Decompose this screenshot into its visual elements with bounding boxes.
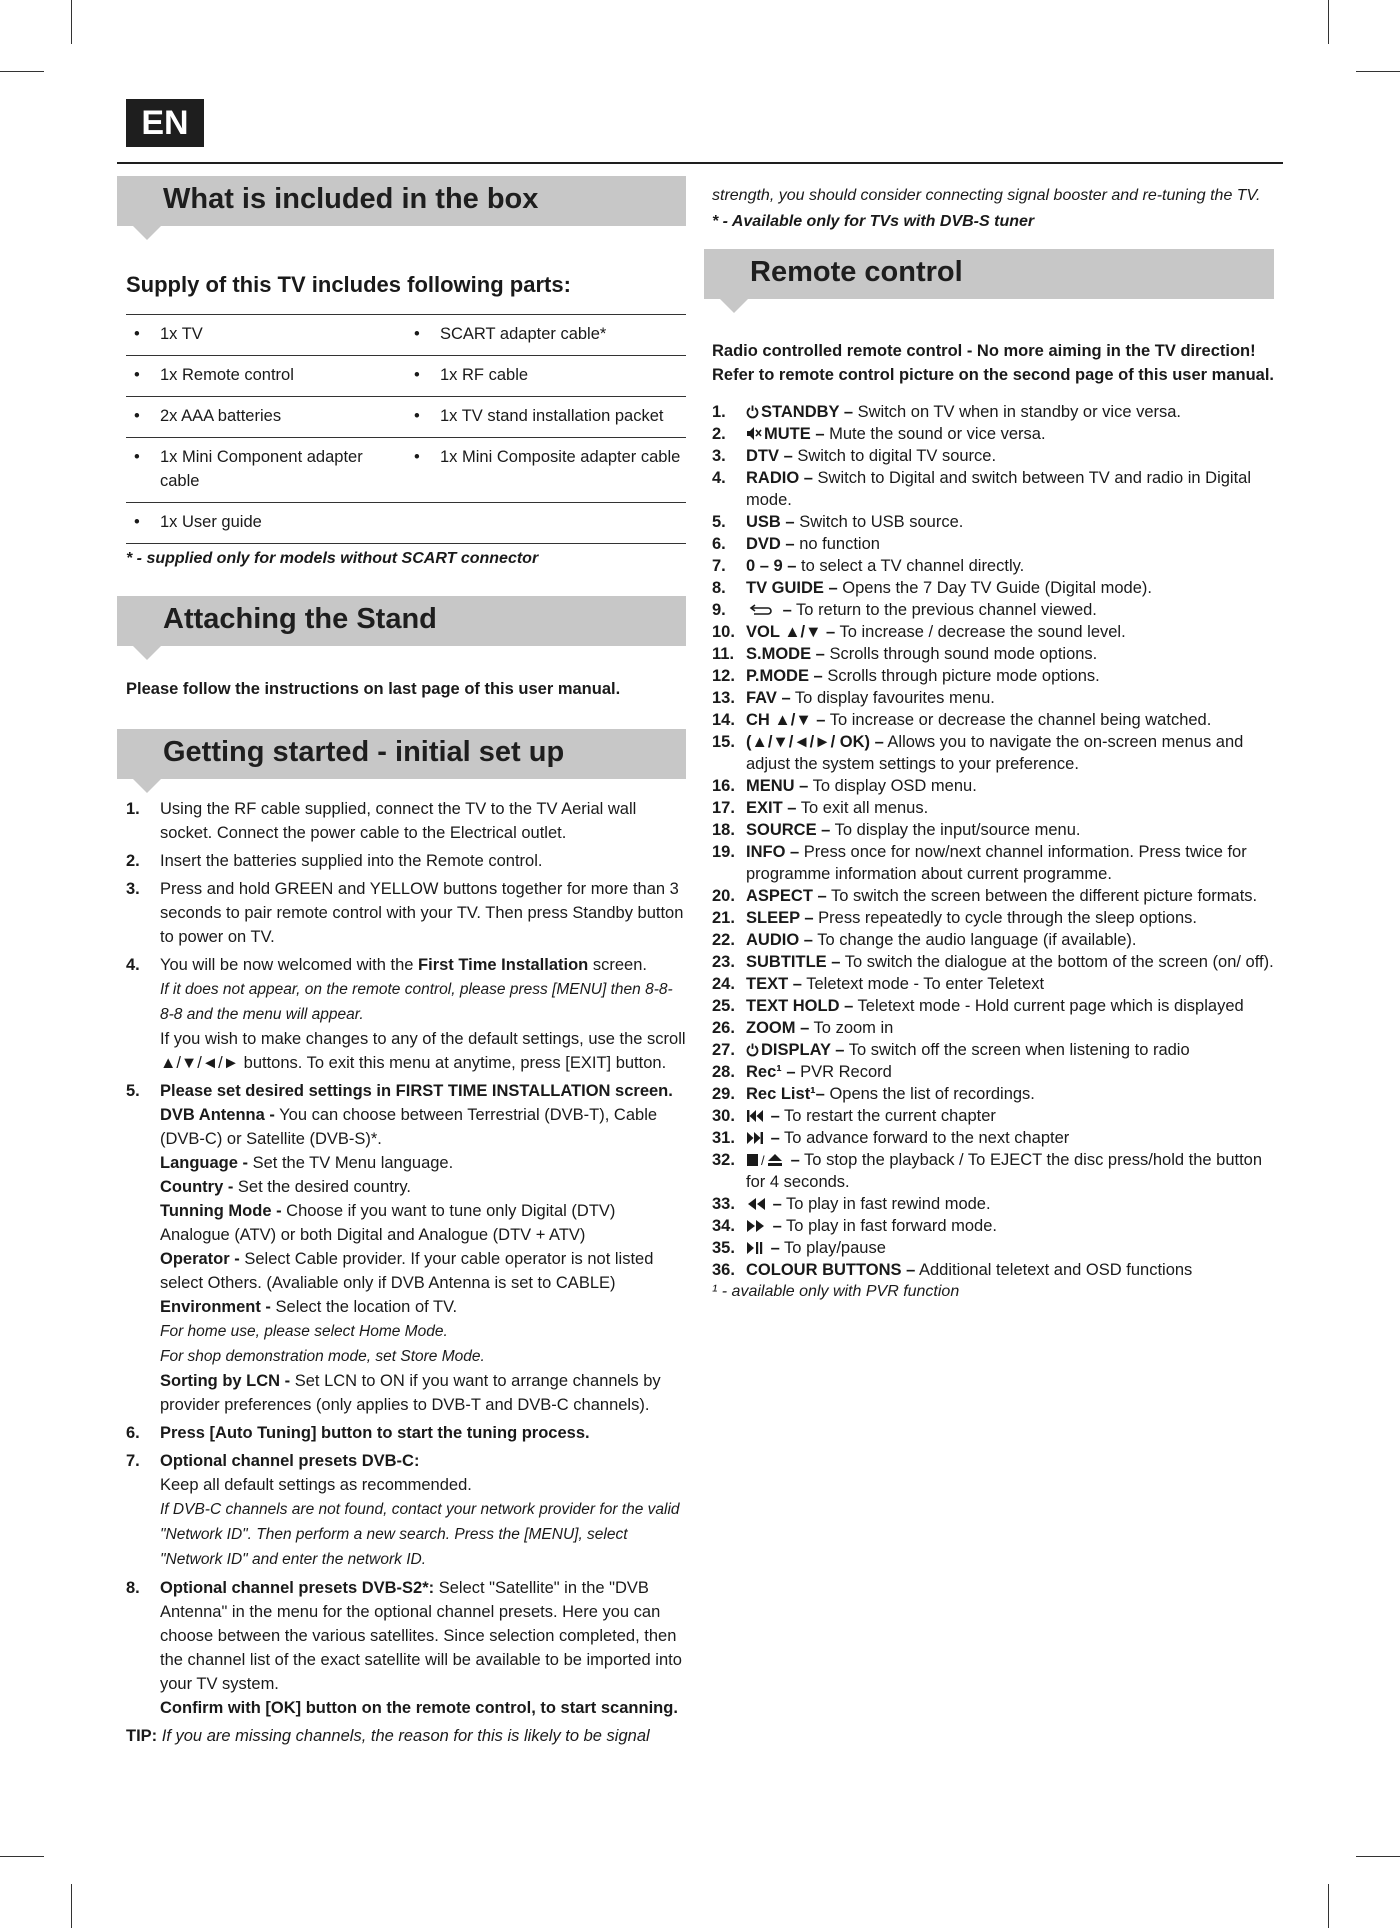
remote-button-item: 1. STANDBY – Switch on TV when in standby or vice versa. (712, 403, 1182, 421)
parts-cell: • 1x Mini Composite adapter cable (406, 437, 686, 502)
remote-button-item: 16. MENU – To display OSD menu. (712, 777, 977, 795)
crop-mark (1356, 1856, 1400, 1857)
remote-button-item: 5. USB – Switch to USB source. (712, 513, 964, 531)
setup-step: 7. Optional channel presets DVB-C: Keep all default settings as recommended. If DVB-C channels are not found, contact your network provider for the valid "Network ID". Then perform a new search. Press the [MENU], select "Network ID" and enter the network ID. (126, 1451, 680, 1568)
left-column (117, 176, 686, 1748)
parts-cell: • 1x TV (126, 315, 406, 356)
remote-button-item: 4. RADIO – Switch to Digital and switch between TV and radio in Digital mode. (712, 469, 1252, 509)
setup-step: 8. Optional channel presets DVB-S2*: Select "Satellite" in the "DVB Antenna" in the menu for the optional channel presets. Here you can choose between the various satellites. Since selection completed, then the channel list of the exact satellite will be available to be imported into your TV system. Confirm with [OK] button on the remote control, to start scanning. (126, 1578, 682, 1717)
svg-text:/: / (761, 1153, 765, 1167)
remote-buttons-list (712, 401, 1274, 1281)
tip-note: TIP: If you are missing channels, the reason for this is likely to be signal (126, 1726, 650, 1745)
remote-button-item: 31. – To advance forward to the next chapter (712, 1129, 1070, 1147)
skip-back-icon (746, 1107, 764, 1125)
stand-section-header (117, 596, 686, 646)
tip-continuation: strength, you should consider connecting signal booster and re-tuning the TV. (712, 187, 1261, 204)
pvr-footnote: ¹ - available only with PVR function (712, 1283, 960, 1300)
remote-section-header (704, 249, 1274, 299)
bullet: • (414, 447, 420, 466)
stand-instructions: Please follow the instructions on last page of this user manual. (126, 679, 621, 698)
parts-cell: • 1x Mini Component adapter cable (126, 437, 406, 502)
setup-step: 3. Press and hold GREEN and YELLOW buttons together for more than 3 seconds to pair remote control with your TV. Then press Standby button to power on TV. (126, 879, 684, 946)
remote-button-item: 33. – To play in fast rewind mode. (712, 1195, 991, 1213)
dvbs-note: * - Available only for TVs with DVB-S tuner (712, 213, 1035, 230)
parts-row (126, 396, 686, 437)
remote-button-item: 11. S.MODE – Scrolls through sound mode options. (712, 645, 1098, 663)
crop-mark (1356, 71, 1400, 72)
box-subtitle: Supply of this TV includes following parts: (126, 272, 571, 297)
crop-mark (71, 1884, 72, 1928)
power-icon (746, 403, 759, 421)
parts-cell: • 1x TV stand installation packet (406, 396, 686, 437)
remote-button-item: 26. ZOOM – To zoom in (712, 1019, 894, 1037)
remote-button-item: 8. TV GUIDE – Opens the 7 Day TV Guide (Digital mode). (712, 579, 1152, 597)
crop-mark (0, 71, 44, 72)
power-icon (746, 1041, 759, 1059)
remote-button-item: 10. VOL ▲/▼ – To increase / decrease the sound level. (712, 623, 1126, 641)
remote-button-item: 29. Rec List¹– Opens the list of recordings. (712, 1085, 1035, 1103)
rewind-icon (746, 1195, 766, 1213)
play-pause-icon (746, 1239, 764, 1257)
bullet: • (134, 325, 140, 343)
crop-mark (1328, 0, 1329, 44)
remote-button-item: 25. TEXT HOLD – Teletext mode - Hold current page which is displayed (712, 997, 1244, 1015)
return-icon (746, 601, 776, 619)
right-column (704, 183, 1274, 1301)
fast-forward-icon (746, 1217, 766, 1235)
parts-row (126, 437, 686, 502)
remote-button-item: 7. 0 – 9 – to select a TV channel directly. (712, 557, 1025, 575)
bullet: • (414, 365, 420, 384)
remote-button-item: 21. SLEEP – Press repeatedly to cycle through the sleep options. (712, 909, 1197, 927)
parts-table (126, 314, 686, 544)
setup-heading: Getting started - initial set up (163, 735, 565, 768)
remote-button-item: 34. – To play in fast forward mode. (712, 1217, 997, 1235)
box-heading: What is included in the box (163, 183, 539, 215)
remote-button-item: 13. FAV – To display favourites menu. (712, 689, 995, 707)
bullet: • (414, 406, 420, 425)
remote-button-item: 6. DVD – no function (712, 535, 880, 553)
mute-icon (746, 425, 762, 443)
remote-button-item: 32. / – To stop the playback / To EJECT the disc press/hold the button for 4 seconds. (712, 1151, 1263, 1191)
scart-note: * - supplied only for models without SCART connector (126, 549, 539, 567)
parts-row (126, 502, 686, 543)
remote-button-item: 28. Rec¹ – PVR Record (712, 1063, 892, 1081)
header-rule (117, 162, 1283, 164)
bullet: • (134, 365, 140, 384)
remote-button-item: 17. EXIT – To exit all menus. (712, 799, 929, 817)
remote-intro: Radio controlled remote control - No more aiming in the TV direction! Refer to remote control picture on the second page of this user manual. (712, 342, 1275, 384)
setup-steps (126, 797, 686, 1720)
crop-mark (71, 0, 72, 44)
remote-heading: Remote control (750, 256, 963, 288)
bullet: • (134, 447, 140, 466)
stand-heading: Attaching the Stand (163, 602, 437, 635)
skip-forward-icon (746, 1129, 764, 1147)
remote-button-item: 30. – To restart the current chapter (712, 1107, 996, 1125)
setup-section-header (117, 729, 686, 779)
box-section-header (117, 176, 686, 226)
remote-button-item: 19. INFO – Press once for now/next channel information. Press twice for programme information about current programme. (712, 843, 1247, 883)
parts-cell: • 1x Remote control (126, 355, 406, 396)
setup-step: 5. Please set desired settings in FIRST TIME INSTALLATION screen. DVB Antenna - You can choose between Terrestrial (DVB-T), Cable (DVB-C) or Satellite (DVB-S)*. Language - Set the TV Menu language. Country - Set the desired country. Tunning Mode - Choose if you want to tune only Digital (DTV) Analogue (ATV) or both Digital and Analogue (DTV + ATV) Operator - Select Cable provider. If your cable operator is not listed select Others. (Avaliable only if DVB Antenna is set to CABLE) Environment - Select the location of TV. For home use, please select Home Mode. For shop demonstration mode, set Store Mode. Sorting by LCN - Set LCN to ON if you want to arrange channels by provider preferences (only applies to DVB-T and DVB-C channels). (126, 1081, 673, 1414)
crop-mark (1328, 1884, 1329, 1928)
remote-button-item: 23. SUBTITLE – To switch the dialogue at the bottom of the screen (on/ off). (712, 953, 1274, 971)
bullet: • (134, 512, 140, 531)
setup-step: 1. Using the RF cable supplied, connect the TV to the TV Aerial wall socket. Connect the power cable to the Electrical outlet. (126, 799, 637, 842)
remote-button-item: 3. DTV – Switch to digital TV source. (712, 447, 997, 465)
crop-mark (0, 1856, 44, 1857)
parts-cell: • 1x RF cable (406, 355, 686, 396)
bullet: • (134, 406, 140, 425)
language-badge: EN (126, 99, 204, 147)
remote-button-item: 15. (▲/▼/◄/►/ OK) – Allows you to navigate the on-screen menus and adjust the system settings to your preference. (712, 733, 1244, 773)
parts-row (126, 315, 686, 356)
remote-button-item: 18. SOURCE – To display the input/source menu. (712, 821, 1081, 839)
remote-button-item: 12. P.MODE – Scrolls through picture mode options. (712, 667, 1100, 685)
remote-button-item: 36. COLOUR BUTTONS – Additional teletext and OSD functions (712, 1261, 1193, 1279)
remote-button-item: 24. TEXT – Teletext mode - To enter Teletext (712, 975, 1045, 993)
remote-button-item: 22. AUDIO – To change the audio language (if available). (712, 931, 1137, 949)
setup-step: 2. Insert the batteries supplied into the Remote control. (126, 851, 543, 870)
parts-cell: • SCART adapter cable* (406, 315, 686, 356)
remote-button-item: 27. DISPLAY – To switch off the screen when listening to radio (712, 1041, 1190, 1059)
setup-step: 4. You will be now welcomed with the First Time Installation screen. If it does not appear, on the remote control, please press [MENU] then 8-8-8-8 and the menu will appear. If you wish to make changes to any of the default settings, use the scroll ▲/▼/◄/► buttons. To exit this menu at anytime, press [EXIT] button. (126, 955, 686, 1072)
remote-button-item: 20. ASPECT – To switch the screen between the different picture formats. (712, 887, 1258, 905)
parts-cell: • 1x User guide (126, 502, 406, 543)
setup-step: 6. Press [Auto Tuning] button to start the tuning process. (126, 1423, 590, 1442)
parts-cell: • 2x AAA batteries (126, 396, 406, 437)
bullet: • (414, 325, 420, 343)
parts-row (126, 355, 686, 396)
remote-button-item: 35. – To play/pause (712, 1239, 886, 1257)
parts-cell (406, 502, 686, 543)
remote-button-item: 9. – To return to the previous channel viewed. (712, 601, 1097, 619)
remote-button-item: 14. CH ▲/▼ – To increase or decrease the channel being watched. (712, 711, 1212, 729)
stop-eject-icon (746, 1151, 784, 1169)
remote-button-item: 2. MUTE – Mute the sound or vice versa. (712, 425, 1046, 443)
